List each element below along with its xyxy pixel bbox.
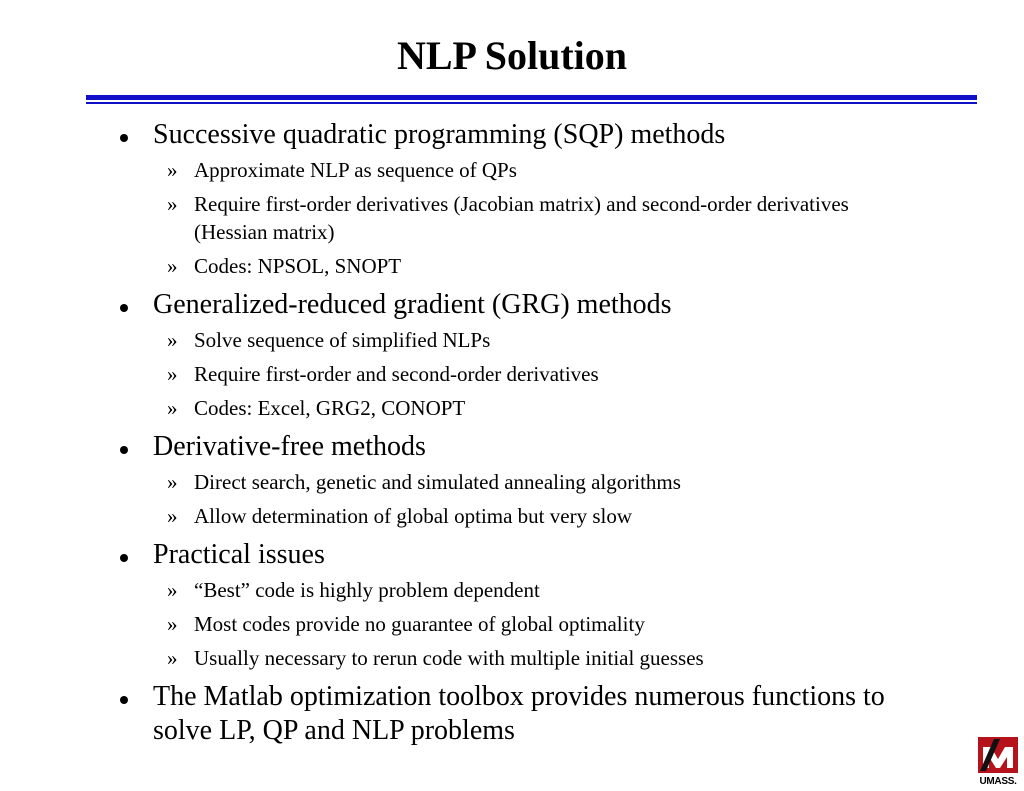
sub-bullet-text: “Best” code is highly problem dependent [194, 578, 540, 602]
sub-bullet-text: Require first-order and second-order derivatives [194, 362, 599, 386]
sub-bullet-item [153, 502, 916, 530]
bullet-item [116, 430, 916, 530]
sub-bullet-text: Most codes provide no guarantee of global optimality [194, 612, 645, 636]
sub-bullet-list [153, 326, 916, 422]
sub-bullet-marker: » [167, 470, 178, 494]
sub-bullet-marker: » [167, 158, 178, 182]
title-divider-thick [86, 95, 977, 100]
bullet-dot-icon [120, 134, 128, 142]
sub-bullet-text: Require first-order derivatives (Jacobian matrix) and second-order derivatives (Hessian matrix) [194, 192, 849, 244]
sub-bullet-item [153, 394, 916, 422]
sub-bullet-text: Direct search, genetic and simulated annealing algorithms [194, 470, 681, 494]
bullet-dot-icon [120, 554, 128, 562]
sub-bullet-marker: » [167, 254, 178, 278]
title-divider-thin [86, 102, 977, 104]
umass-logo-icon [974, 735, 1022, 775]
sub-bullet-marker: » [167, 396, 178, 420]
sub-bullet-text: Solve sequence of simplified NLPs [194, 328, 491, 352]
sub-bullet-item [153, 190, 916, 246]
bullet-dot-icon [120, 304, 128, 312]
sub-bullet-list [153, 156, 916, 280]
sub-bullet-marker: » [167, 578, 178, 602]
sub-bullet-marker: » [167, 362, 178, 386]
sub-bullet-item [153, 610, 916, 638]
bullet-dot-icon [120, 696, 128, 704]
sub-bullet-list [153, 576, 916, 672]
slide-title: NLP Solution [396, 33, 628, 78]
sub-bullet-item [153, 360, 916, 388]
bullet-item [116, 288, 916, 422]
bullet-item [116, 680, 916, 748]
bullet-text: Practical issues [153, 539, 325, 570]
sub-bullet-list [153, 468, 916, 530]
sub-bullet-text: Approximate NLP as sequence of QPs [194, 158, 517, 182]
bullet-list [116, 118, 916, 756]
bullet-text: Derivative-free methods [153, 431, 426, 462]
sub-bullet-marker: » [167, 504, 178, 528]
bullet-text: Successive quadratic programming (SQP) methods [153, 119, 726, 150]
sub-bullet-item [153, 252, 916, 280]
sub-bullet-item [153, 468, 916, 496]
bullet-dot-icon [120, 446, 128, 454]
sub-bullet-text: Allow determination of global optima but very slow [194, 504, 633, 528]
sub-bullet-item [153, 576, 916, 604]
bullet-text: Generalized-reduced gradient (GRG) methods [153, 289, 672, 320]
umass-logo-text: UMASS. [979, 776, 1017, 787]
sub-bullet-text: Usually necessary to rerun code with multiple initial guesses [194, 646, 704, 670]
sub-bullet-item [153, 326, 916, 354]
sub-bullet-marker: » [167, 192, 178, 216]
sub-bullet-marker: » [167, 646, 178, 670]
bullet-item [116, 538, 916, 672]
sub-bullet-marker: » [167, 612, 178, 636]
bullet-item [116, 118, 916, 280]
sub-bullet-marker: » [167, 328, 178, 352]
sub-bullet-item [153, 156, 916, 184]
bullet-text: The Matlab optimization toolbox provides numerous functions to solve LP, QP and NLP problems [153, 681, 885, 746]
umass-logo [974, 735, 1022, 791]
sub-bullet-text: Codes: NPSOL, SNOPT [194, 254, 402, 278]
sub-bullet-item [153, 644, 916, 672]
sub-bullet-text: Codes: Excel, GRG2, CONOPT [194, 396, 466, 420]
